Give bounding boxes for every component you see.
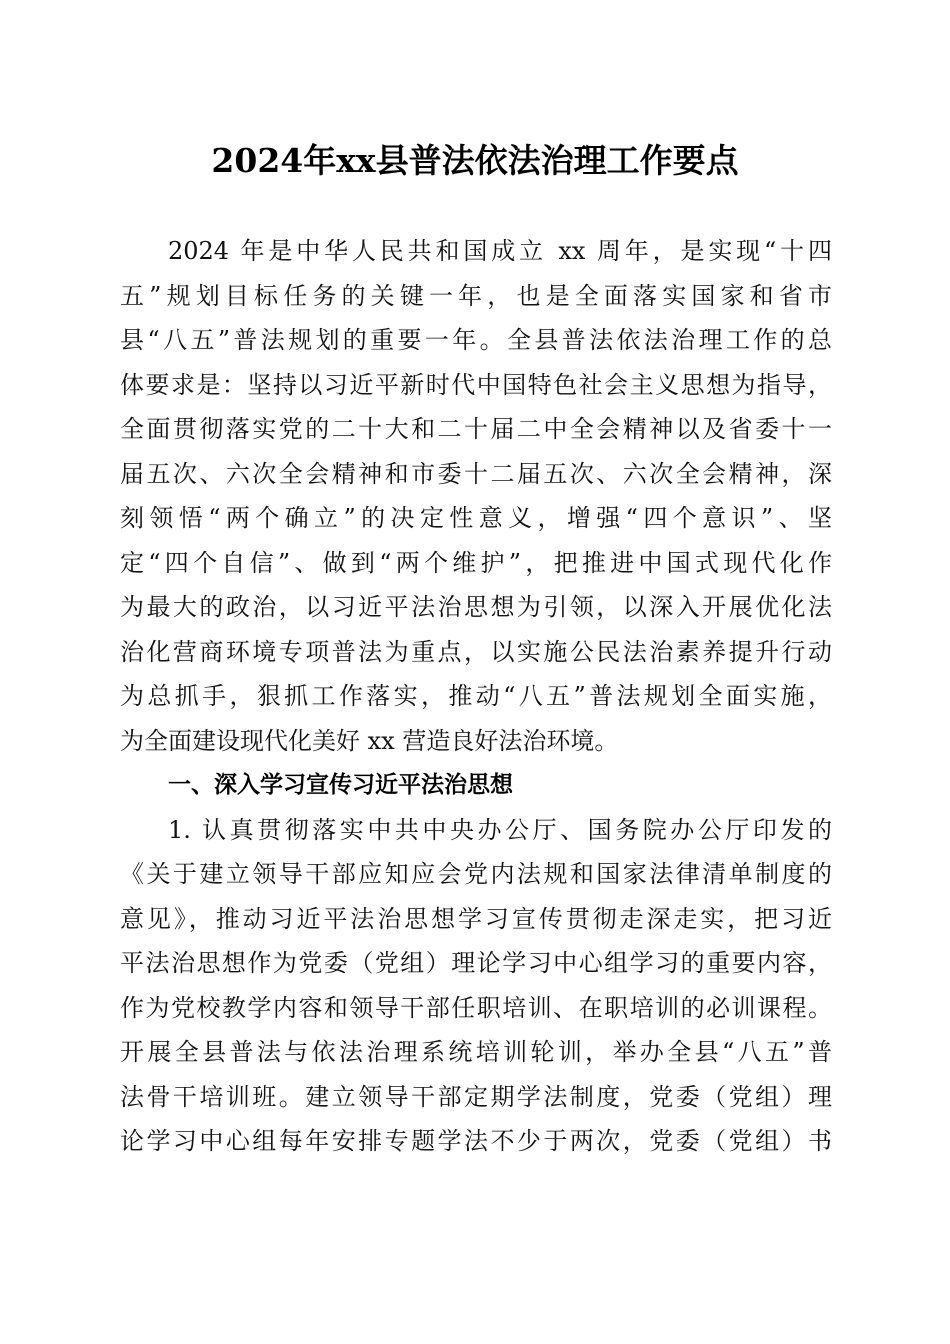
- paragraph-line: 刻领悟“两个确立”的决定性意义，增强“四个意识”、坚: [120, 504, 832, 532]
- paragraph-line: 治化营商环境专项普法为重点，以实施公民法治素养提升行动: [120, 637, 832, 666]
- paragraph-line: 县“八五”普法规划的重要一年。全县普法依法治理工作的总: [120, 326, 832, 354]
- paragraph-line: 届五次、六次全会精神和市委十二届五次、六次全会精神，深: [120, 459, 832, 488]
- paragraph-line: 意见》，推动习近平法治思想学习宣传贯彻走深走实，把习近: [120, 904, 832, 933]
- paragraph-line: 定“四个自信”、做到“两个维护”，把推进中国式现代化作: [120, 548, 832, 577]
- paragraph-line: 为总抓手，狠抓工作落实，推动“八五”普法规划全面实施，: [120, 682, 832, 710]
- paragraph-line: 2024 年是中华人民共和国成立 xx 周年，是实现“十四: [168, 237, 832, 265]
- section-heading: 一、深入学习宣传习近平法治思想: [168, 772, 513, 798]
- paragraph-line: 1. 认真贯彻落实中共中央办公厅、国务院办公厅印发的: [168, 815, 832, 844]
- paragraph-line: 平法治思想作为党委（党组）理论学习中心组学习的重要内容，: [120, 949, 832, 977]
- paragraph-line: 《关于建立领导干部应知应会党内法规和国家法律清单制度的: [120, 860, 832, 888]
- document-body: [120, 229, 832, 1164]
- paragraph-line: 作为党校教学内容和领导干部任职培训、在职培训的必训课程。: [120, 993, 832, 1022]
- paragraph-line: 法骨干培训班。建立领导干部定期学法制度，党委（党组）理: [120, 1082, 832, 1111]
- paragraph-line: 开展全县普法与依法治理系统培训轮训，举办全县“八五”普: [120, 1038, 832, 1066]
- paragraph-line: 论学习中心组每年安排专题学法不少于两次，党委（党组）书: [120, 1127, 832, 1155]
- paragraph-line: 全面贯彻落实党的二十大和二十届二中全会精神以及省委十一: [120, 415, 832, 443]
- paragraph-line: 为全面建设现代化美好 xx 营造良好法治环境。: [120, 726, 619, 755]
- paragraph-line: 体要求是：坚持以习近平新时代中国特色社会主义思想为指导，: [120, 370, 832, 399]
- paragraph-line: 为最大的政治，以习近平法治思想为引领，以深入开展优化法: [120, 593, 832, 621]
- document-title: 2024年xx县普法依法治理工作要点: [211, 141, 739, 180]
- paragraph-line: 五”规划目标任务的关键一年，也是全面落实国家和省市: [120, 281, 832, 310]
